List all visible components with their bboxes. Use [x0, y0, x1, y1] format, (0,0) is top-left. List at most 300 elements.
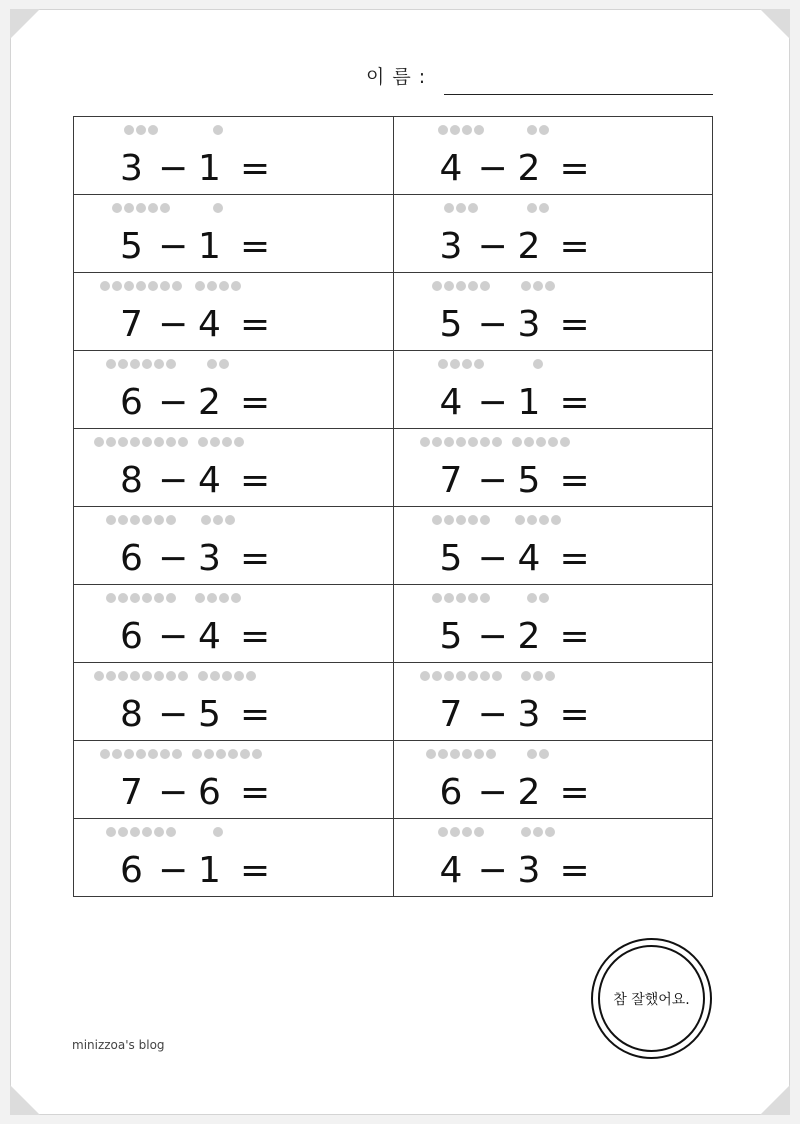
answer-blank[interactable]	[604, 461, 694, 501]
count-dot	[118, 593, 128, 603]
minus-sign: −	[477, 616, 508, 657]
count-dot	[142, 827, 152, 837]
subtrahend: 6	[198, 772, 221, 813]
subtrahend: 2	[517, 226, 541, 267]
minuend-dots	[124, 125, 158, 137]
count-dot	[210, 437, 220, 447]
problem-cell	[393, 351, 713, 429]
minuend-dots	[94, 671, 188, 683]
problem-cell	[393, 507, 713, 585]
count-dot	[438, 749, 448, 759]
count-dot	[94, 671, 104, 681]
minus-sign: −	[158, 616, 189, 657]
answer-blank[interactable]	[284, 227, 374, 267]
minus-sign: −	[477, 460, 508, 501]
count-dot	[512, 437, 522, 447]
minus-sign: −	[477, 850, 508, 891]
count-dot	[234, 671, 244, 681]
minuend-dots	[426, 749, 496, 761]
count-dot	[444, 281, 454, 291]
count-dot	[474, 827, 484, 837]
count-dot	[548, 437, 558, 447]
count-dot	[468, 437, 478, 447]
subtrahend: 5	[198, 694, 221, 735]
problem-row	[74, 273, 713, 351]
count-dot	[207, 593, 217, 603]
minuend-dots	[112, 203, 170, 215]
minuend-dots	[106, 359, 176, 371]
count-dot	[142, 593, 152, 603]
subtrahend-dots	[512, 437, 570, 449]
count-dot	[195, 281, 205, 291]
count-dot	[192, 749, 202, 759]
count-dot	[524, 437, 534, 447]
equals-sign: =	[240, 616, 271, 657]
problem-row	[74, 507, 713, 585]
count-dot	[444, 515, 454, 525]
minuend: 5	[439, 304, 463, 345]
subtrahend: 1	[517, 382, 541, 423]
subtrahend: 2	[198, 382, 221, 423]
count-dot	[533, 281, 543, 291]
count-dot	[539, 593, 549, 603]
count-dot	[118, 437, 128, 447]
answer-blank[interactable]	[604, 149, 694, 189]
subtrahend: 4	[198, 460, 221, 501]
page-corner-bottom-left	[10, 1085, 40, 1115]
count-dot	[142, 515, 152, 525]
name-label: 이 름 :	[366, 66, 427, 88]
minuend: 7	[439, 460, 463, 501]
count-dot	[172, 749, 182, 759]
count-dot	[100, 749, 110, 759]
answer-blank[interactable]	[284, 383, 374, 423]
minuend: 6	[120, 850, 143, 891]
subtrahend-dots	[213, 827, 223, 839]
problem-row	[74, 819, 713, 897]
problem-row	[74, 117, 713, 195]
minuend-dots	[438, 125, 484, 137]
subtrahend-dots	[527, 203, 549, 215]
count-dot	[112, 749, 122, 759]
subtrahend-dots	[198, 437, 244, 449]
count-dot	[480, 671, 490, 681]
answer-blank[interactable]	[604, 227, 694, 267]
count-dot	[222, 671, 232, 681]
count-dot	[154, 437, 164, 447]
count-dot	[527, 125, 537, 135]
equals-sign: =	[240, 694, 271, 735]
minuend: 7	[120, 304, 143, 345]
subtrahend-dots	[213, 125, 223, 137]
equals-sign: =	[240, 304, 271, 345]
problem-cell	[74, 195, 394, 273]
minus-sign: −	[158, 538, 189, 579]
count-dot	[154, 671, 164, 681]
answer-blank[interactable]	[284, 305, 374, 345]
count-dot	[148, 281, 158, 291]
count-dot	[474, 359, 484, 369]
count-dot	[160, 749, 170, 759]
minuend: 7	[439, 694, 463, 735]
subtrahend: 1	[198, 148, 221, 189]
count-dot	[480, 437, 490, 447]
count-dot	[130, 359, 140, 369]
answer-blank[interactable]	[604, 383, 694, 423]
count-dot	[222, 437, 232, 447]
equals-sign: =	[559, 694, 590, 735]
count-dot	[210, 671, 220, 681]
count-dot	[527, 203, 537, 213]
subtrahend-dots	[201, 515, 235, 527]
page-corner-top-right	[760, 9, 790, 39]
count-dot	[521, 281, 531, 291]
count-dot	[204, 749, 214, 759]
problem-row	[74, 741, 713, 819]
count-dot	[136, 749, 146, 759]
minus-sign: −	[158, 304, 189, 345]
count-dot	[432, 281, 442, 291]
count-dot	[118, 827, 128, 837]
count-dot	[124, 203, 134, 213]
minuend: 6	[120, 382, 143, 423]
subtrahend-dots	[195, 593, 241, 605]
count-dot	[432, 437, 442, 447]
count-dot	[450, 359, 460, 369]
count-dot	[228, 749, 238, 759]
count-dot	[166, 515, 176, 525]
count-dot	[213, 827, 223, 837]
count-dot	[560, 437, 570, 447]
minuend-dots	[432, 281, 490, 293]
problem-row	[74, 585, 713, 663]
count-dot	[118, 359, 128, 369]
count-dot	[462, 827, 472, 837]
problem-cell	[74, 819, 394, 897]
minuend-dots	[106, 515, 176, 527]
problem-row	[74, 429, 713, 507]
problem-row	[74, 351, 713, 429]
subtrahend: 5	[517, 460, 541, 501]
minuend: 5	[439, 538, 463, 579]
count-dot	[234, 437, 244, 447]
count-dot	[178, 671, 188, 681]
praise-stamp-text: 참 잘했어요.	[598, 945, 705, 1052]
count-dot	[124, 281, 134, 291]
count-dot	[154, 827, 164, 837]
subtrahend: 3	[517, 694, 541, 735]
minuend-dots	[420, 437, 502, 449]
equals-sign: =	[240, 460, 271, 501]
count-dot	[444, 203, 454, 213]
minus-sign: −	[477, 148, 508, 189]
count-dot	[545, 827, 555, 837]
minuend-dots	[106, 827, 176, 839]
minuend-dots	[432, 593, 490, 605]
minuend-dots	[94, 437, 188, 449]
equals-sign: =	[559, 616, 590, 657]
minuend-dots	[420, 671, 502, 683]
count-dot	[118, 515, 128, 525]
problem-cell	[74, 663, 394, 741]
minuend: 4	[439, 850, 463, 891]
count-dot	[207, 359, 217, 369]
count-dot	[124, 125, 134, 135]
count-dot	[148, 125, 158, 135]
count-dot	[438, 125, 448, 135]
count-dot	[240, 749, 250, 759]
equals-sign: =	[240, 538, 271, 579]
subtrahend-dots	[527, 749, 549, 761]
minus-sign: −	[158, 772, 189, 813]
count-dot	[106, 593, 116, 603]
problem-cell	[393, 195, 713, 273]
minuend-dots	[106, 593, 176, 605]
count-dot	[426, 749, 436, 759]
subtrahend-dots	[521, 281, 555, 293]
count-dot	[142, 437, 152, 447]
subtrahend-dots	[527, 593, 549, 605]
count-dot	[112, 281, 122, 291]
problem-cell	[393, 117, 713, 195]
minuend: 8	[120, 694, 143, 735]
count-dot	[246, 671, 256, 681]
subtrahend: 1	[198, 226, 221, 267]
page-corner-top-left	[10, 9, 40, 39]
minus-sign: −	[158, 382, 189, 423]
minus-sign: −	[477, 226, 508, 267]
count-dot	[456, 281, 466, 291]
subtrahend-dots	[515, 515, 561, 527]
problem-cell	[393, 663, 713, 741]
minus-sign: −	[158, 226, 189, 267]
problem-cell	[74, 507, 394, 585]
count-dot	[178, 437, 188, 447]
count-dot	[533, 359, 543, 369]
problem-row	[74, 663, 713, 741]
minus-sign: −	[477, 382, 508, 423]
answer-blank[interactable]	[284, 149, 374, 189]
count-dot	[118, 671, 128, 681]
count-dot	[154, 359, 164, 369]
subtrahend-dots	[213, 203, 223, 215]
answer-blank[interactable]	[604, 695, 694, 735]
count-dot	[420, 437, 430, 447]
subtrahend-dots	[198, 671, 256, 683]
subtrahend-dots	[521, 827, 555, 839]
praise-stamp	[591, 938, 712, 1059]
count-dot	[201, 515, 211, 525]
count-dot	[533, 671, 543, 681]
count-dot	[450, 827, 460, 837]
count-dot	[225, 515, 235, 525]
minuend-dots	[432, 515, 490, 527]
count-dot	[456, 593, 466, 603]
minuend-dots	[100, 749, 182, 761]
count-dot	[456, 437, 466, 447]
count-dot	[420, 671, 430, 681]
count-dot	[539, 515, 549, 525]
count-dot	[106, 437, 116, 447]
count-dot	[480, 281, 490, 291]
minus-sign: −	[477, 772, 508, 813]
subtrahend: 3	[517, 304, 541, 345]
count-dot	[198, 671, 208, 681]
count-dot	[136, 203, 146, 213]
minuend: 5	[120, 226, 143, 267]
minuend: 7	[120, 772, 143, 813]
count-dot	[480, 593, 490, 603]
subtrahend-dots	[195, 281, 241, 293]
count-dot	[468, 203, 478, 213]
subtrahend: 2	[517, 148, 541, 189]
minus-sign: −	[477, 304, 508, 345]
minus-sign: −	[477, 538, 508, 579]
count-dot	[527, 515, 537, 525]
count-dot	[106, 827, 116, 837]
count-dot	[195, 593, 205, 603]
count-dot	[456, 203, 466, 213]
problem-cell	[74, 429, 394, 507]
count-dot	[539, 125, 549, 135]
count-dot	[112, 203, 122, 213]
count-dot	[438, 359, 448, 369]
count-dot	[468, 515, 478, 525]
subtrahend: 4	[517, 538, 541, 579]
problem-cell	[74, 117, 394, 195]
subtrahend: 4	[198, 304, 221, 345]
answer-blank[interactable]	[284, 851, 374, 891]
equals-sign: =	[559, 226, 590, 267]
count-dot	[492, 671, 502, 681]
count-dot	[106, 671, 116, 681]
problem-cell	[393, 585, 713, 663]
equals-sign: =	[559, 382, 590, 423]
subtrahend: 2	[517, 772, 541, 813]
count-dot	[468, 281, 478, 291]
subtrahend: 2	[517, 616, 541, 657]
count-dot	[521, 827, 531, 837]
count-dot	[536, 437, 546, 447]
count-dot	[142, 671, 152, 681]
count-dot	[130, 515, 140, 525]
problem-cell	[393, 273, 713, 351]
minus-sign: −	[158, 694, 189, 735]
count-dot	[432, 593, 442, 603]
minuend: 3	[439, 226, 463, 267]
count-dot	[154, 593, 164, 603]
count-dot	[130, 671, 140, 681]
count-dot	[219, 359, 229, 369]
count-dot	[172, 281, 182, 291]
count-dot	[462, 125, 472, 135]
count-dot	[207, 281, 217, 291]
count-dot	[219, 593, 229, 603]
count-dot	[148, 749, 158, 759]
answer-blank[interactable]	[604, 773, 694, 813]
answer-blank[interactable]	[604, 305, 694, 345]
answer-blank[interactable]	[284, 461, 374, 501]
problem-grid	[73, 116, 713, 897]
count-dot	[545, 671, 555, 681]
problem-cell	[393, 429, 713, 507]
count-dot	[130, 593, 140, 603]
answer-blank[interactable]	[604, 617, 694, 657]
minuend-dots	[100, 281, 182, 293]
answer-blank[interactable]	[284, 617, 374, 657]
count-dot	[527, 749, 537, 759]
count-dot	[160, 203, 170, 213]
subtrahend: 3	[517, 850, 541, 891]
count-dot	[444, 437, 454, 447]
answer-blank[interactable]	[604, 851, 694, 891]
count-dot	[252, 749, 262, 759]
count-dot	[124, 749, 134, 759]
count-dot	[142, 359, 152, 369]
count-dot	[539, 749, 549, 759]
count-dot	[100, 281, 110, 291]
count-dot	[166, 359, 176, 369]
count-dot	[456, 671, 466, 681]
subtrahend-dots	[533, 359, 543, 371]
count-dot	[468, 671, 478, 681]
count-dot	[474, 749, 484, 759]
subtrahend-dots	[527, 125, 549, 137]
answer-blank[interactable]	[284, 539, 374, 579]
answer-blank[interactable]	[284, 695, 374, 735]
minuend-dots	[438, 827, 484, 839]
problem-cell	[74, 585, 394, 663]
equals-sign: =	[559, 460, 590, 501]
count-dot	[474, 125, 484, 135]
count-dot	[219, 281, 229, 291]
count-dot	[231, 593, 241, 603]
minuend: 8	[120, 460, 143, 501]
count-dot	[545, 281, 555, 291]
answer-blank[interactable]	[604, 539, 694, 579]
minuend: 3	[120, 148, 143, 189]
count-dot	[468, 593, 478, 603]
minus-sign: −	[158, 850, 189, 891]
name-blank-line[interactable]	[444, 94, 713, 95]
count-dot	[444, 593, 454, 603]
equals-sign: =	[240, 148, 271, 189]
equals-sign: =	[240, 226, 271, 267]
count-dot	[551, 515, 561, 525]
count-dot	[166, 437, 176, 447]
subtrahend: 4	[198, 616, 221, 657]
equals-sign: =	[559, 304, 590, 345]
count-dot	[450, 749, 460, 759]
answer-blank[interactable]	[284, 773, 374, 813]
subtrahend-dots	[207, 359, 229, 371]
count-dot	[130, 827, 140, 837]
subtrahend-dots	[521, 671, 555, 683]
minuend-dots	[438, 359, 484, 371]
count-dot	[456, 515, 466, 525]
equals-sign: =	[559, 772, 590, 813]
problem-cell	[74, 351, 394, 429]
count-dot	[450, 125, 460, 135]
subtrahend-dots	[192, 749, 262, 761]
equals-sign: =	[559, 850, 590, 891]
count-dot	[136, 125, 146, 135]
count-dot	[136, 281, 146, 291]
equals-sign: =	[240, 850, 271, 891]
count-dot	[432, 515, 442, 525]
blog-credit: minizzoa's blog	[72, 1038, 165, 1052]
equals-sign: =	[240, 772, 271, 813]
